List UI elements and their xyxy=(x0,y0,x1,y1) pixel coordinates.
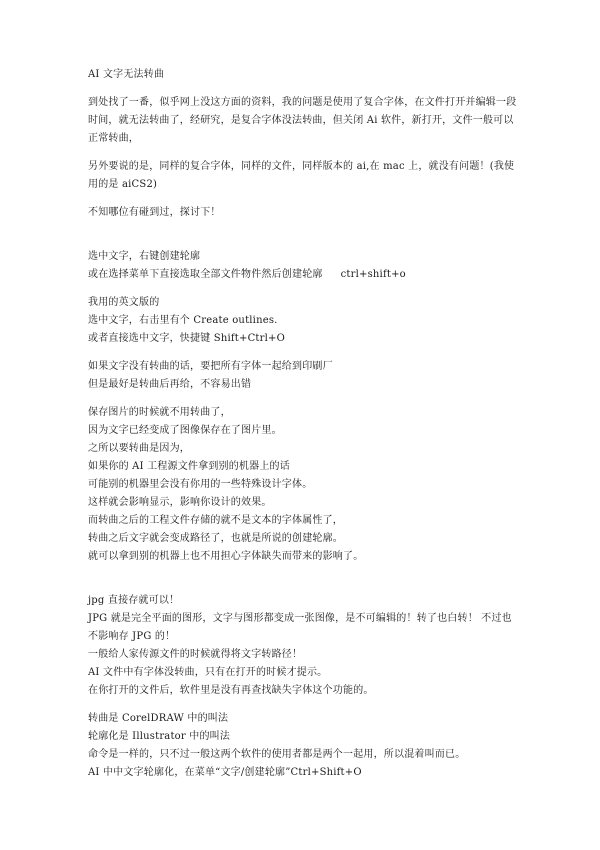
section-english-version xyxy=(88,294,518,348)
section-create-outline xyxy=(88,248,518,284)
shortcut-text: ctrl+shift+o xyxy=(340,269,406,280)
text-line: 或者直接选中文字，快捷键 Shift+Ctrl+O xyxy=(88,333,285,344)
text-line-with-shortcut xyxy=(88,266,518,284)
text-line: 保存图片的时候就不用转曲了， xyxy=(88,407,231,418)
text-line: AI 文件中有字体没转曲，只有在打开的时候才提示。 xyxy=(88,667,328,678)
section-printing-advice xyxy=(88,358,518,394)
document-body xyxy=(88,66,518,792)
paragraph-problem: 到处找了一番，似乎网上没这方面的资料，我的问题是使用了复合字体，在文件打开并编辑一段时间，就无法转曲了，经研究，是复合字体没法转曲，但关闭 Ai 软件，新打开，文件一般可以正常转曲， xyxy=(88,97,517,144)
text-paragraph: JPG 就是完全平面的图形，文字与图形都变成一张图像，是不可编辑的！转了也白转！ 不过也不影响存 JPG 的！ xyxy=(88,613,512,642)
text-line: 而转曲之后的工程文件存储的就不是文本的字体属性了， xyxy=(88,515,343,526)
text-line: 选中文字，右击里有个 Create outlines. xyxy=(88,315,278,326)
section-terminology xyxy=(88,710,518,782)
text-line: 轮廓化是 Illustrator 中的叫法 xyxy=(88,731,231,742)
paragraph-discussion: 不知哪位有碰到过，探讨下！ xyxy=(88,207,221,218)
text-line: 可能别的机器里会没有你用的一些特殊设计字体。 xyxy=(88,479,313,490)
text-line: 就可以拿到别的机器上也不用担心字体缺失而带来的影响了。 xyxy=(88,551,364,562)
text-line: 在你打开的文件后，软件里是没有再查找缺失字体这个功能的。 xyxy=(88,685,374,696)
section-why-convert xyxy=(88,404,518,566)
text-line: 转曲是 CorelDRAW 中的叫法 xyxy=(88,713,229,724)
text-line: 如果你的 AI 工程源文件拿到别的机器上的话 xyxy=(88,461,290,472)
text-line: 因为文字已经变成了图像保存在了图片里。 xyxy=(88,425,282,436)
text-line: 我用的英文版的 xyxy=(88,297,160,308)
text-line: 如果文字没有转曲的话，要把所有字体一起给到印刷厂 xyxy=(88,361,333,372)
paragraph-mac-note: 另外要说的是，同样的复合字体，同样的文件，同样版本的 ai,在 mac 上，就没有问题！(我使用的是 aiCS2) xyxy=(88,161,515,190)
text-line: 之所以要转曲是因为， xyxy=(88,443,190,454)
text-line: 但是最好是转曲后再给，不容易出错 xyxy=(88,379,252,390)
document-title: AI 文字无法转曲 xyxy=(88,69,165,80)
text-line-part: 或在选择菜单下直接选取全部文件物件然后创建轮廓 xyxy=(88,269,323,280)
text-line: 命令是一样的，只不过一般这两个软件的使用者都是两个一起用，所以混着叫而已。 xyxy=(88,749,466,760)
text-line: 一般给人家传源文件的时候就得将文字转路径！ xyxy=(88,649,303,660)
text-line: jpg 直接存就可以！ xyxy=(88,595,180,606)
section-jpg xyxy=(88,592,518,700)
text-line: AI 中中文字轮廓化，在菜单“文字/创建轮廓”Ctrl+Shift+O xyxy=(88,767,362,778)
text-line: 转曲之后文字就会变成路径了，也就是所说的创建轮廓。 xyxy=(88,533,343,544)
text-line: 选中文字，右键创建轮廓 xyxy=(88,251,201,262)
text-line: 这样就会影响显示，影响你设计的效果。 xyxy=(88,497,272,508)
